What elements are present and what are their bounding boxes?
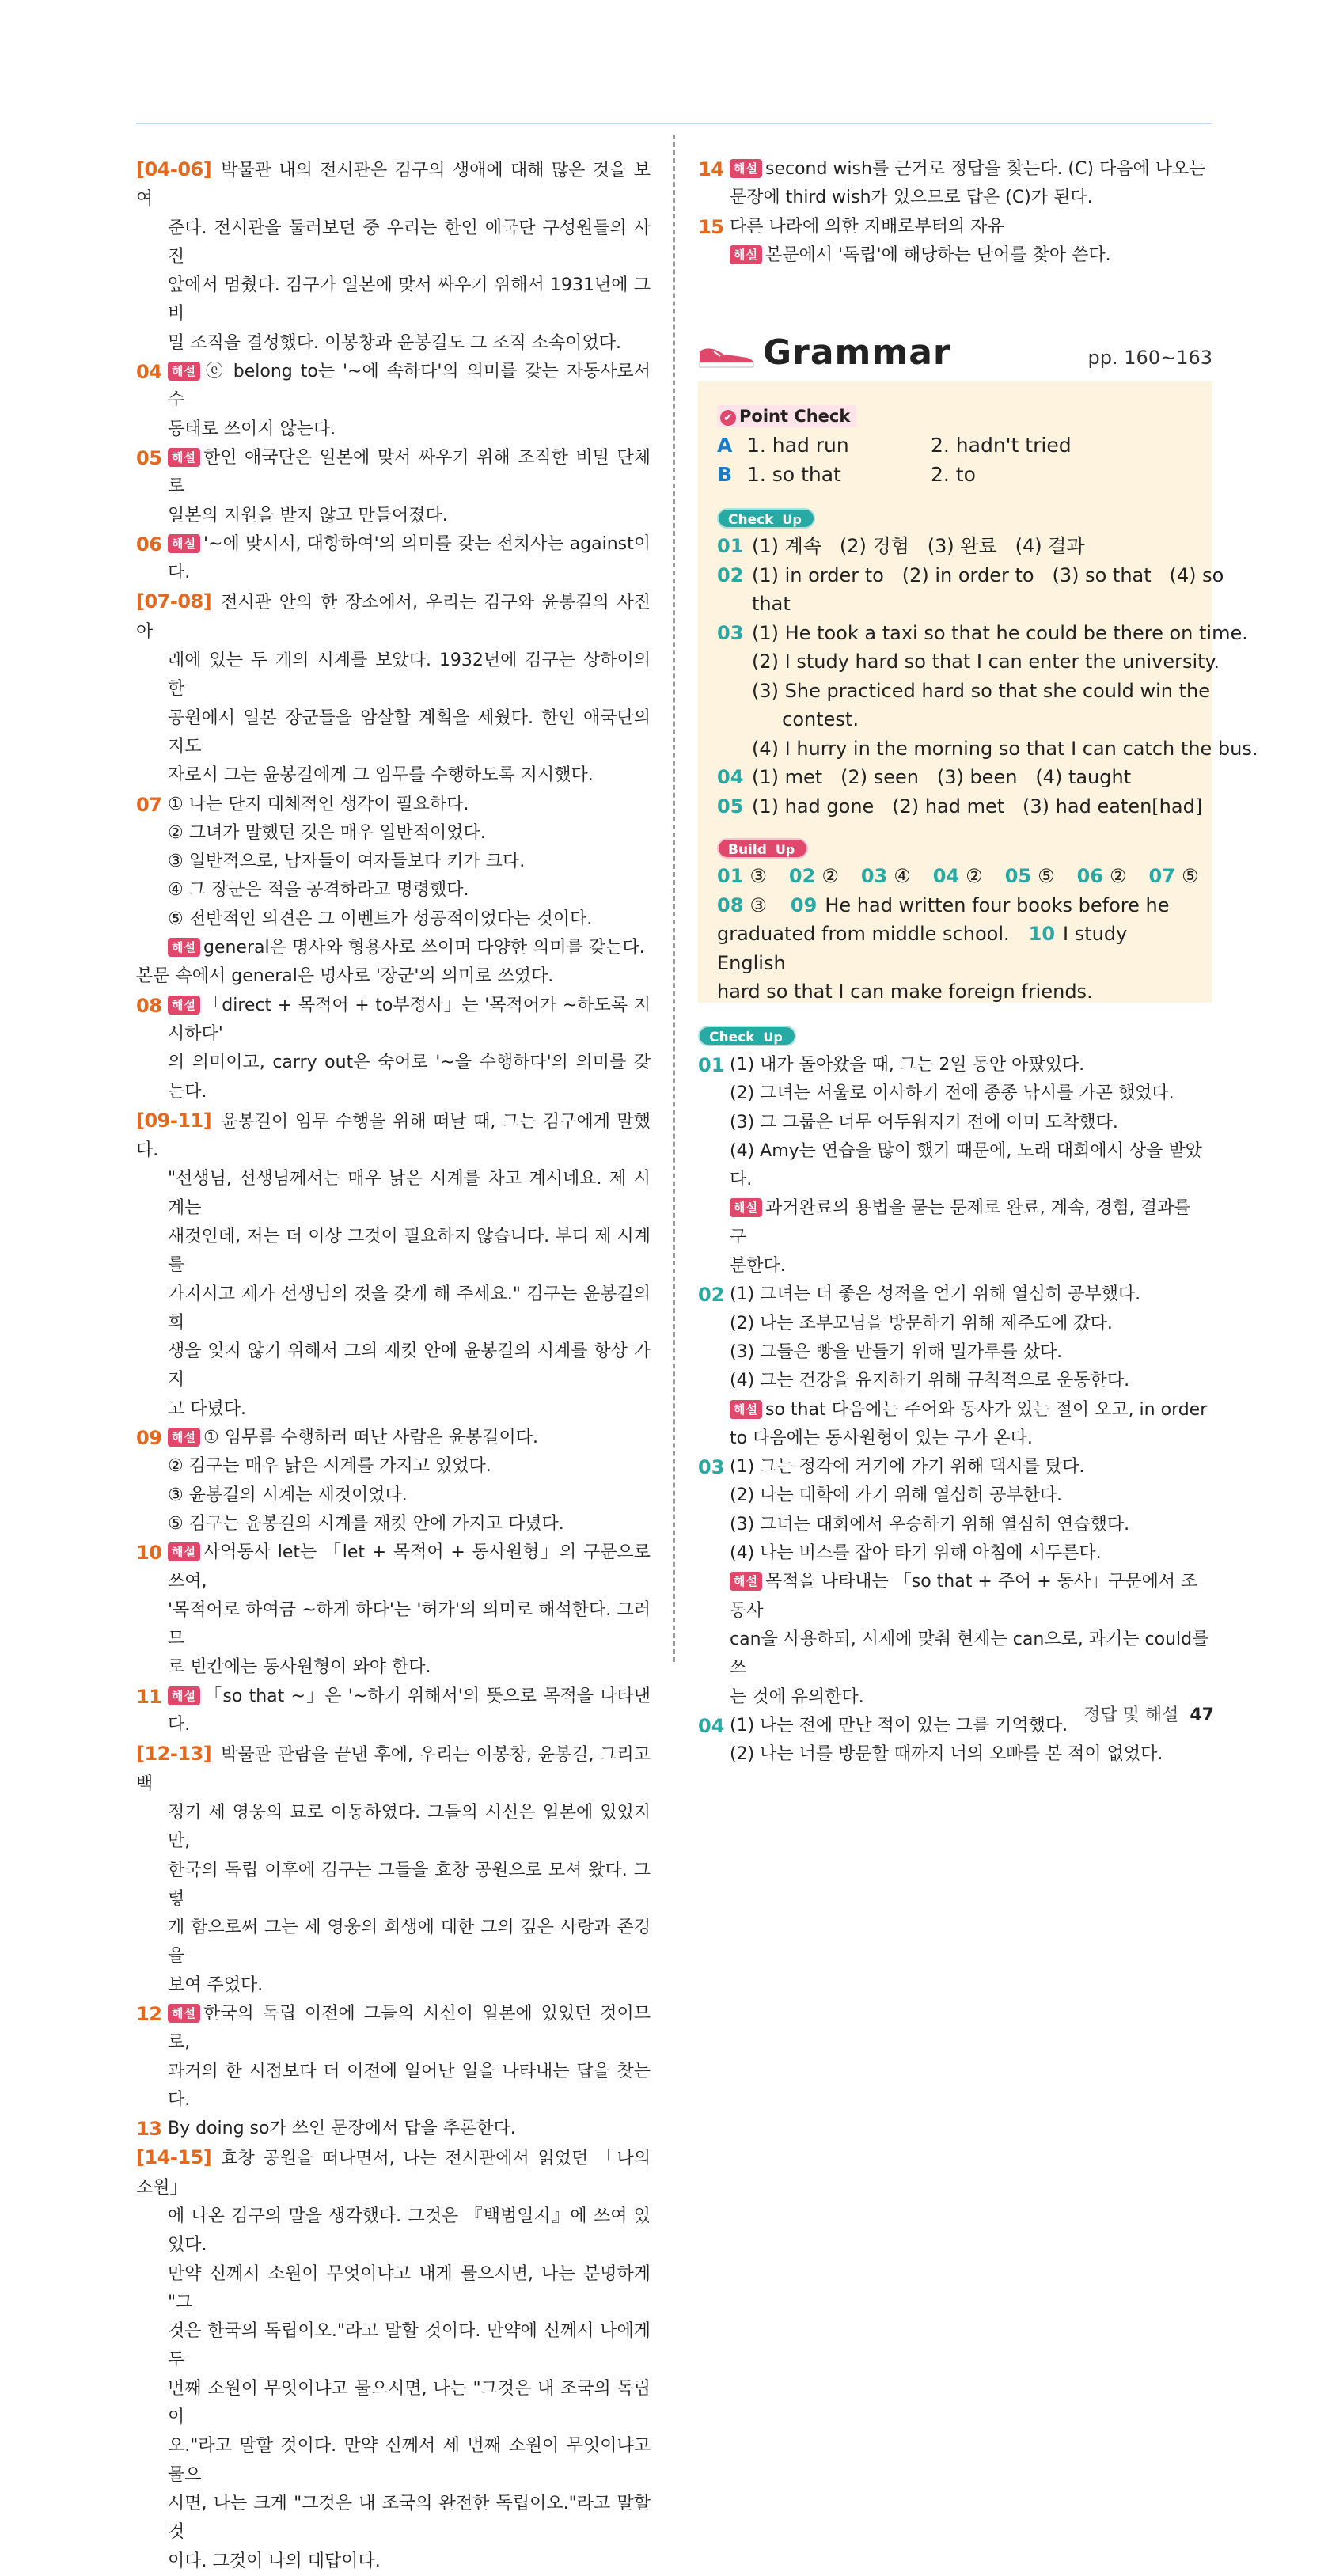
line-wrap [136, 2432, 651, 2490]
check-up-explanation [698, 1280, 1212, 1453]
text-line: 효창 공원을 떠나면서, 나는 전시관에서 읽었던 「나의 소원」 [136, 2149, 651, 2198]
item-answer: I study English [717, 923, 1128, 974]
left-column [136, 155, 651, 2576]
text-line: (1) 그는 정각에 거기에 가기 위해 택시를 탔다. [730, 1457, 1085, 1478]
line-wrap [136, 761, 651, 790]
item-answer: ③ [749, 865, 767, 887]
explanation-tag: 해설 [730, 1198, 762, 1217]
text-line: ⓔ belong to는 '~에 속하다'의 의미를 갖는 자동사로서 수 [168, 362, 651, 411]
text-line: (3) 그 그룹은 너무 어두워지기 전에 이미 도착했다. [730, 1112, 1118, 1132]
line-wrap [730, 1194, 1212, 1252]
answer-block [136, 791, 651, 992]
line-wrap [168, 1596, 651, 1654]
text-line: ④ 그 장군은 적을 공격하라고 명령했다. [168, 880, 469, 901]
check-up-item [717, 532, 1197, 561]
answer-number: 08 [136, 994, 162, 1017]
answer-block [136, 530, 651, 588]
answer-block [136, 2000, 651, 2115]
text-line: (2) 나는 대학에 가기 위해 열심히 공부한다. [730, 1485, 1063, 1506]
item-number: 02 [788, 865, 816, 887]
build-up-line [717, 920, 1197, 977]
build-up-line [717, 977, 1197, 1007]
text-line: 과거의 한 시점보다 더 이전에 일어난 일을 나타내는 답을 찾는다. [168, 2061, 651, 2110]
point-check-label: ✔ Point Check [717, 405, 856, 427]
check-up-answers [717, 532, 1258, 821]
check-up-item [717, 763, 1197, 792]
answer-1: 1. so that [747, 463, 841, 486]
point-check-rows [717, 431, 1197, 489]
check-up-explanations [698, 1026, 1212, 1769]
answer-block [136, 1424, 651, 1538]
text-line: that [752, 593, 791, 615]
line-wrap [168, 502, 651, 530]
explanation-tag: 해설 [730, 159, 762, 178]
build-up-line [717, 891, 1197, 920]
text-line: general은 명사와 형용사로 쓰이며 다양한 의미를 갖는다. [203, 938, 645, 958]
line-wrap [730, 1367, 1212, 1395]
text-line: 과거완료의 용법을 묻는 문제로 완료, 계속, 경험, 결과를 구 [730, 1198, 1191, 1247]
line-wrap [730, 1338, 1212, 1367]
line-wrap [752, 647, 1220, 677]
line-wrap [168, 1049, 651, 1106]
text-line: ③ 윤봉길의 시계는 새것이었다. [168, 1485, 408, 1505]
text-line: 에 나온 김구의 말을 생각했다. 그것은 『백범일지』에 쓰여 있었다. [168, 2206, 651, 2255]
line-wrap [730, 1396, 1212, 1425]
text-line: ② 그녀가 말했던 것은 매우 일반적이었다. [168, 822, 486, 843]
text-line: 는 것에 유의한다. [730, 1686, 864, 1707]
right-column-top [698, 155, 1212, 270]
item-number: 03 [860, 865, 888, 887]
grammar-answer-box [698, 381, 1258, 1003]
text-line: 준다. 전시관을 둘러보던 중 우리는 한인 애국단 구성원들의 사진 [168, 218, 651, 267]
explanation-tag: 해설 [168, 534, 200, 553]
text-line: 목적을 나타내는 「so that + 주어 + 동사」구문에서 조동사 [730, 1572, 1198, 1621]
text-line: 「so that ~」은 '~하기 위해서'의 뜻으로 목적을 나타낸다. [168, 1686, 651, 1736]
text-line: '목적어로 하여금 ~하게 하다'는 '허가'의 의미로 해석한다. 그러므 [168, 1599, 651, 1649]
text-line: 문장에 third wish가 있으므로 답은 (C)가 된다. [730, 188, 1093, 208]
line-wrap [752, 792, 1203, 821]
line-wrap [752, 677, 1211, 706]
line-wrap [752, 619, 1248, 648]
line-wrap [730, 1740, 1212, 1769]
build-up-line [717, 862, 1197, 891]
line-wrap [168, 819, 651, 848]
explanation-tag: 해설 [168, 996, 200, 1015]
line-wrap [730, 1137, 1212, 1195]
answer-1: 1. had run [747, 434, 849, 457]
line-wrap [168, 905, 651, 934]
text-line: 게 함으로써 그는 세 영웅의 희생에 대한 그의 깊은 사랑과 존경을 [168, 1918, 651, 1967]
explanation-tag: 해설 [730, 1400, 762, 1419]
line-wrap [730, 1109, 1212, 1137]
text-line: (3) 그녀는 대회에서 우승하기 위해 열심히 연습했다. [730, 1514, 1130, 1535]
check-up-explanation [698, 1051, 1212, 1280]
answer-number: 11 [136, 1685, 162, 1708]
item-number: 03 [717, 621, 744, 644]
line-wrap [730, 1539, 1212, 1568]
line-wrap [730, 1425, 1212, 1453]
text-line: (2) 나는 조부모님을 방문하기 위해 제주도에 갔다. [730, 1313, 1113, 1334]
line-wrap [730, 1280, 1212, 1309]
check-up-item [717, 619, 1258, 764]
explanation-tag: 해설 [168, 938, 200, 957]
text-line: 래에 있는 두 개의 시계를 보았다. 1932년에 김구는 상하이의 한 [168, 651, 651, 700]
text-line: (1) He took a taxi so that he could be there on time. [752, 621, 1248, 644]
answer-number: [09-11] [136, 1109, 212, 1132]
column-divider [673, 135, 675, 1662]
text-line: 의 의미이고, carry out은 숙어로 '~을 수행하다'의 의미를 갖는다. [168, 1053, 651, 1102]
build-up-header [717, 838, 1197, 859]
check-up-pill: Check Up [717, 508, 815, 529]
line-wrap [730, 1626, 1212, 1683]
explanation-tag: 해설 [168, 2004, 200, 2023]
text-line: ① 나는 단지 대체적인 생각이 필요하다. [168, 794, 469, 814]
answer-number: 05 [136, 446, 162, 469]
line-wrap [730, 1481, 1212, 1510]
line-wrap [168, 1510, 651, 1538]
line-wrap [168, 876, 651, 905]
text-line: 본문 속에서 general은 명사로 '장군'의 의미로 쓰였다. [136, 966, 554, 987]
line-wrap [730, 1051, 1212, 1079]
text-line: (3) She practiced hard so that she could win the [752, 679, 1211, 702]
explanation-tag: 해설 [168, 1686, 200, 1705]
text-line: 번째 소원이 무엇이냐고 물으시면, 나는 "그것은 내 조국의 독립이 [168, 2378, 651, 2428]
text-line: 보여 주었다. [168, 1975, 264, 1995]
line-wrap [168, 1452, 651, 1481]
explanation-tag: 해설 [168, 362, 200, 381]
text-line: 자로서 그는 윤봉길에게 그 임무를 수행하도록 지시했다. [168, 765, 594, 786]
answer-block [136, 2115, 651, 2143]
text-line: to 다음에는 동사원형이 있는 구가 온다. [730, 1428, 1033, 1448]
line-wrap [136, 1395, 651, 1424]
text-line: 다른 나라에 의한 지배로부터의 자유 [730, 216, 1004, 237]
item-answer: ④ [894, 865, 911, 887]
line-wrap [730, 1453, 1212, 1481]
answer-number: 04 [136, 361, 162, 384]
answer-block [136, 992, 651, 1106]
text-line: 한국의 독립 이후에 김구는 그들을 효창 공원으로 모셔 왔다. 그렇 [168, 1860, 651, 1909]
item-number: 06 [1076, 865, 1104, 887]
text-line: 사역동사 let는 「let + 목적어 + 동사원형」의 구문으로 쓰여, [168, 1542, 651, 1592]
point-check-row [717, 431, 1197, 460]
line-wrap [752, 734, 1258, 764]
item-answer: ⑤ [1038, 865, 1055, 887]
text-line: ① 임무를 수행하러 떠난 사람은 윤봉길이다. [203, 1428, 538, 1448]
text-line: 한인 애국단은 일본에 맞서 싸우기 위해 조직한 비밀 단체로 [168, 447, 651, 497]
text-line: 「direct + 목적어 + to부정사」는 '목적어가 ~하도록 지시하다' [168, 995, 651, 1044]
answer-number: 14 [698, 158, 724, 180]
answer-2: 2. to [931, 463, 976, 486]
line-wrap [136, 1280, 651, 1338]
answer-number: 10 [136, 1542, 162, 1565]
text-line: (1) 내가 돌아왔을 때, 그는 2일 동안 아팠었다. [730, 1055, 1085, 1075]
line-wrap [752, 763, 1197, 792]
line-wrap [730, 184, 1212, 212]
text-line: 한국의 독립 이전에 그들의 시신이 일본에 있었던 것이므로, [168, 2004, 651, 2053]
text-line: 정기 세 영웅의 묘로 이동하였다. 그들의 시신은 일본에 있었지만, [168, 1802, 651, 1852]
answer-block [136, 155, 651, 358]
answer-block [698, 213, 1212, 271]
line-wrap [136, 1799, 651, 1857]
text-line: (4) 나는 버스를 잡아 타기 위해 아침에 서두른다. [730, 1543, 1102, 1564]
text-line: 것은 한국의 독립이오."라고 말할 것이다. 만약에 신께서 나에게 두 [168, 2321, 651, 2370]
line-wrap [136, 1223, 651, 1280]
text-line: By doing so가 쓰인 문장에서 답을 추론한다. [168, 2119, 516, 2139]
answer-number: 12 [136, 2003, 162, 2025]
item-number: 01 [717, 865, 744, 887]
line-wrap [136, 2548, 651, 2576]
check-up-item [717, 792, 1203, 821]
row-letter: A [717, 434, 733, 457]
text-line: ③ 일반적으로, 남자들이 여자들보다 키가 크다. [168, 852, 526, 872]
line-wrap [752, 532, 1197, 561]
text-line: (4) I hurry in the morning so that I can catch the bus. [752, 737, 1258, 760]
line-wrap [730, 1310, 1212, 1338]
check-up-header-2 [698, 1026, 1212, 1046]
item-number: 02 [717, 563, 744, 586]
line-wrap [730, 241, 1212, 270]
answer-number: 06 [136, 533, 162, 556]
line-wrap [136, 2317, 651, 2375]
answer-block [136, 1538, 651, 1682]
text-line: 생을 잊지 않기 위해서 그의 재킷 안에 윤봉길의 시계를 항상 가지 [168, 1341, 651, 1390]
line-wrap [168, 415, 651, 444]
item-answer: ② [1110, 865, 1127, 887]
answer-number: [04-06] [136, 158, 212, 180]
item-number: 05 [1004, 865, 1032, 887]
text-line: ⑤ 전반적인 의견은 그 이벤트가 성공적이었다는 것이다. [168, 909, 593, 929]
text-line: (1) 나는 전에 만난 적이 있는 그를 기억했다. [730, 1715, 1068, 1736]
item-number: 10 [1028, 923, 1056, 945]
answer-number: [07-08] [136, 590, 212, 613]
line-wrap [752, 561, 1224, 590]
line-wrap [730, 1079, 1212, 1108]
item-answer: He had written four books before he [825, 893, 1170, 916]
item-answer: ③ [749, 893, 767, 916]
sneaker-icon [698, 340, 755, 369]
text-line: 이다. 그것이 나의 대답이다. [168, 2551, 381, 2571]
grammar-header [698, 332, 1212, 380]
item-number: 04 [717, 766, 744, 788]
line-wrap [136, 1165, 651, 1223]
item-answer: ② [966, 865, 983, 887]
text-line: (1) had gone (2) had met (3) had eaten[had] [752, 795, 1203, 818]
line-wrap [730, 1511, 1212, 1539]
item-number: 09 [790, 893, 818, 916]
text-line: "선생님, 선생님께서는 매우 낡은 시계를 차고 계시네요. 제 시계는 [168, 1169, 651, 1218]
answer-number: 13 [136, 2118, 162, 2141]
explanation-tag: 해설 [730, 245, 762, 264]
text-line: ② 김구는 매우 낡은 시계를 가지고 있었다. [168, 1456, 491, 1477]
text-line: (1) 그녀는 더 좋은 성적을 얻기 위해 열심히 공부했다. [730, 1284, 1141, 1305]
line-wrap [168, 934, 651, 962]
answer-number: 15 [698, 215, 724, 238]
check-up-explanation [698, 1453, 1212, 1712]
grammar-title: Grammar [763, 332, 951, 373]
answer-block [136, 587, 651, 790]
answer-block [698, 155, 1212, 213]
text-line: (4) Amy는 연습을 많이 했기 때문에, 노래 대회에서 상을 받았다. [730, 1140, 1202, 1190]
text-line: 시면, 나는 크게 "그것은 내 조국의 완전한 독립이오."라고 말할 것 [168, 2494, 651, 2543]
text-line: 오."라고 말할 것이다. 만약 신께서 세 번째 소원이 무엇이냐고 물으 [168, 2436, 651, 2485]
text-line: can을 사용하되, 시제에 맞춰 현재는 can으로, 과거는 could를 쓰 [730, 1629, 1209, 1679]
build-up-answers [717, 862, 1197, 1007]
answer-block [136, 1683, 651, 1740]
text-line: 고 다녔다. [168, 1398, 246, 1419]
answer-block [136, 2143, 651, 2575]
text-line: so that 다음에는 주어와 동사가 있는 절이 오고, in order [765, 1399, 1208, 1420]
item-answer: ⑤ [1181, 865, 1199, 887]
answer-number: 09 [136, 1427, 162, 1450]
line-wrap [136, 1971, 651, 2000]
heart-check-icon: ✔ [720, 410, 736, 426]
text-line: (1) in order to (2) in order to (3) so that (4) so [752, 563, 1224, 586]
text-line: (2) 나는 너를 방문할 때까지 너의 오빠를 본 적이 없었다. [730, 1744, 1163, 1765]
answer-number: [14-15] [136, 2146, 212, 2169]
line-wrap [136, 329, 651, 358]
text-line: 일본의 지원을 받지 않고 만들어졌다. [168, 505, 448, 525]
item-number: 03 [698, 1456, 725, 1479]
point-check-header [717, 405, 1197, 427]
line-wrap [730, 1568, 1212, 1626]
answer-number: 07 [136, 793, 162, 816]
text-line: '~에 맞서서, 대항하여'의 의미를 갖는 전치사는 against이다. [168, 533, 651, 583]
line-wrap [752, 705, 1197, 734]
text-line: 새것인데, 저는 더 이상 그것이 필요하지 않습니다. 부디 제 시계를 [168, 1226, 651, 1276]
text-line: 앞에서 멈췄다. 김구가 일본에 맞서 싸우기 위해서 1931년에 그 비 [168, 275, 651, 324]
answer-number: [12-13] [136, 1743, 212, 1766]
item-number: 01 [698, 1054, 725, 1076]
line-wrap [136, 214, 651, 272]
explanation-tag: 해설 [168, 1542, 200, 1561]
item-number: 04 [932, 865, 960, 887]
item-number: 04 [698, 1714, 725, 1737]
build-up-pill: Build Up [717, 838, 808, 859]
answer-block [136, 1106, 651, 1424]
item-answer: ② [821, 865, 839, 887]
item-number: 01 [717, 535, 744, 557]
line-wrap [730, 1252, 1212, 1280]
footer-label: 정답 및 해설 [1083, 1705, 1179, 1725]
text-line: 가지시고 제가 선생님의 것을 갖게 해 주세요." 김구는 윤봉길의 희 [168, 1284, 651, 1333]
line-wrap [168, 848, 651, 876]
text-line: 전시관 안의 한 장소에서, 우리는 김구와 윤봉길의 사진 아 [136, 593, 651, 642]
item-number: 08 [717, 893, 744, 916]
text-line: 동태로 쓰이지 않는다. [168, 419, 336, 439]
text-line: ⑤ 김구는 윤봉길의 시계를 재킷 안에 가지고 다녔다. [168, 1513, 564, 1534]
text-line: 로 빈칸에는 동사원형이 와야 한다. [168, 1657, 431, 1678]
top-rule [136, 123, 1212, 124]
line-wrap [752, 590, 1197, 619]
text-line: 박물관 관람을 끝낸 후에, 우리는 이봉창, 윤봉길, 그리고 백 [136, 1745, 651, 1794]
text-line: 만약 신께서 소원이 무엇이냐고 내게 물으시면, 나는 분명하게 "그 [168, 2263, 651, 2312]
text-line: (3) 그들은 빵을 만들기 위해 밀가루를 샀다. [730, 1341, 1063, 1362]
line-wrap [136, 2375, 651, 2433]
text-line: (1) met (2) seen (3) been (4) taught [752, 766, 1132, 788]
line-wrap [136, 2260, 651, 2318]
text-line: 분한다. [730, 1256, 786, 1277]
answer-2: 2. hadn't tried [931, 434, 1072, 457]
line-wrap [136, 2490, 651, 2548]
item-number: 07 [1148, 865, 1175, 887]
text-line: 박물관 내의 전시관은 김구의 생애에 대해 많은 것을 보여 [136, 161, 651, 210]
line-wrap [136, 704, 651, 762]
point-check-row [717, 460, 1197, 489]
text-line: 공원에서 일본 장군들을 암살할 계획을 세웠다. 한인 애국단의 지도 [168, 708, 651, 757]
line-wrap [136, 2202, 651, 2260]
check-up-item [717, 561, 1224, 619]
text-line: (1) 계속 (2) 경험 (3) 완료 (4) 결과 [752, 535, 1085, 557]
line-wrap [168, 1653, 651, 1682]
line-wrap [136, 647, 651, 704]
text-line: second wish를 근거로 정답을 찾는다. (C) 다음에 나오는 [765, 159, 1206, 179]
grammar-pages: pp. 160~163 [1087, 347, 1212, 369]
answer-block [136, 1739, 651, 2000]
text-line: 밀 조직을 결성했다. 이봉창과 윤봉길도 그 조직 소속이었다. [168, 332, 621, 353]
answer-block [136, 358, 651, 444]
line-wrap [168, 1481, 651, 1510]
line-wrap [136, 1857, 651, 1914]
answer-block [136, 444, 651, 530]
explanation-tag: 해설 [168, 448, 200, 467]
line-wrap [136, 271, 651, 329]
page-footer [1083, 1702, 1214, 1726]
text-line: contest. [752, 708, 859, 730]
item-number: 02 [698, 1284, 725, 1307]
text-line: 윤봉길이 임무 수행을 위해 떠날 때, 그는 김구에게 말했다. [136, 1111, 651, 1161]
text-line: (2) I study hard so that I can enter the university. [752, 651, 1220, 673]
line-wrap [136, 1914, 651, 1971]
item-number: 05 [717, 795, 744, 818]
row-letter: B [717, 463, 733, 486]
line-wrap [136, 962, 651, 991]
check-up-pill-2: Check Up [698, 1026, 796, 1046]
text-line: (4) 그는 건강을 유지하기 위해 규칙적으로 운동한다. [730, 1371, 1130, 1391]
text-line: hard so that I can make foreign friends. [717, 981, 1093, 1003]
page-number: 47 [1190, 1705, 1214, 1725]
explanation-tag: 해설 [730, 1572, 762, 1591]
check-up-header [717, 508, 1197, 529]
line-wrap [136, 1337, 651, 1395]
line-wrap [168, 2058, 651, 2115]
explanation-tag: 해설 [168, 1428, 200, 1447]
text-line: (2) 그녀는 서울로 이사하기 전에 종종 낚시를 가곤 했었다. [730, 1083, 1174, 1104]
text-line: graduated from middle school. [717, 923, 1010, 945]
text-line: 본문에서 '독립'에 해당하는 단어를 찾아 쓴다. [765, 245, 1111, 265]
